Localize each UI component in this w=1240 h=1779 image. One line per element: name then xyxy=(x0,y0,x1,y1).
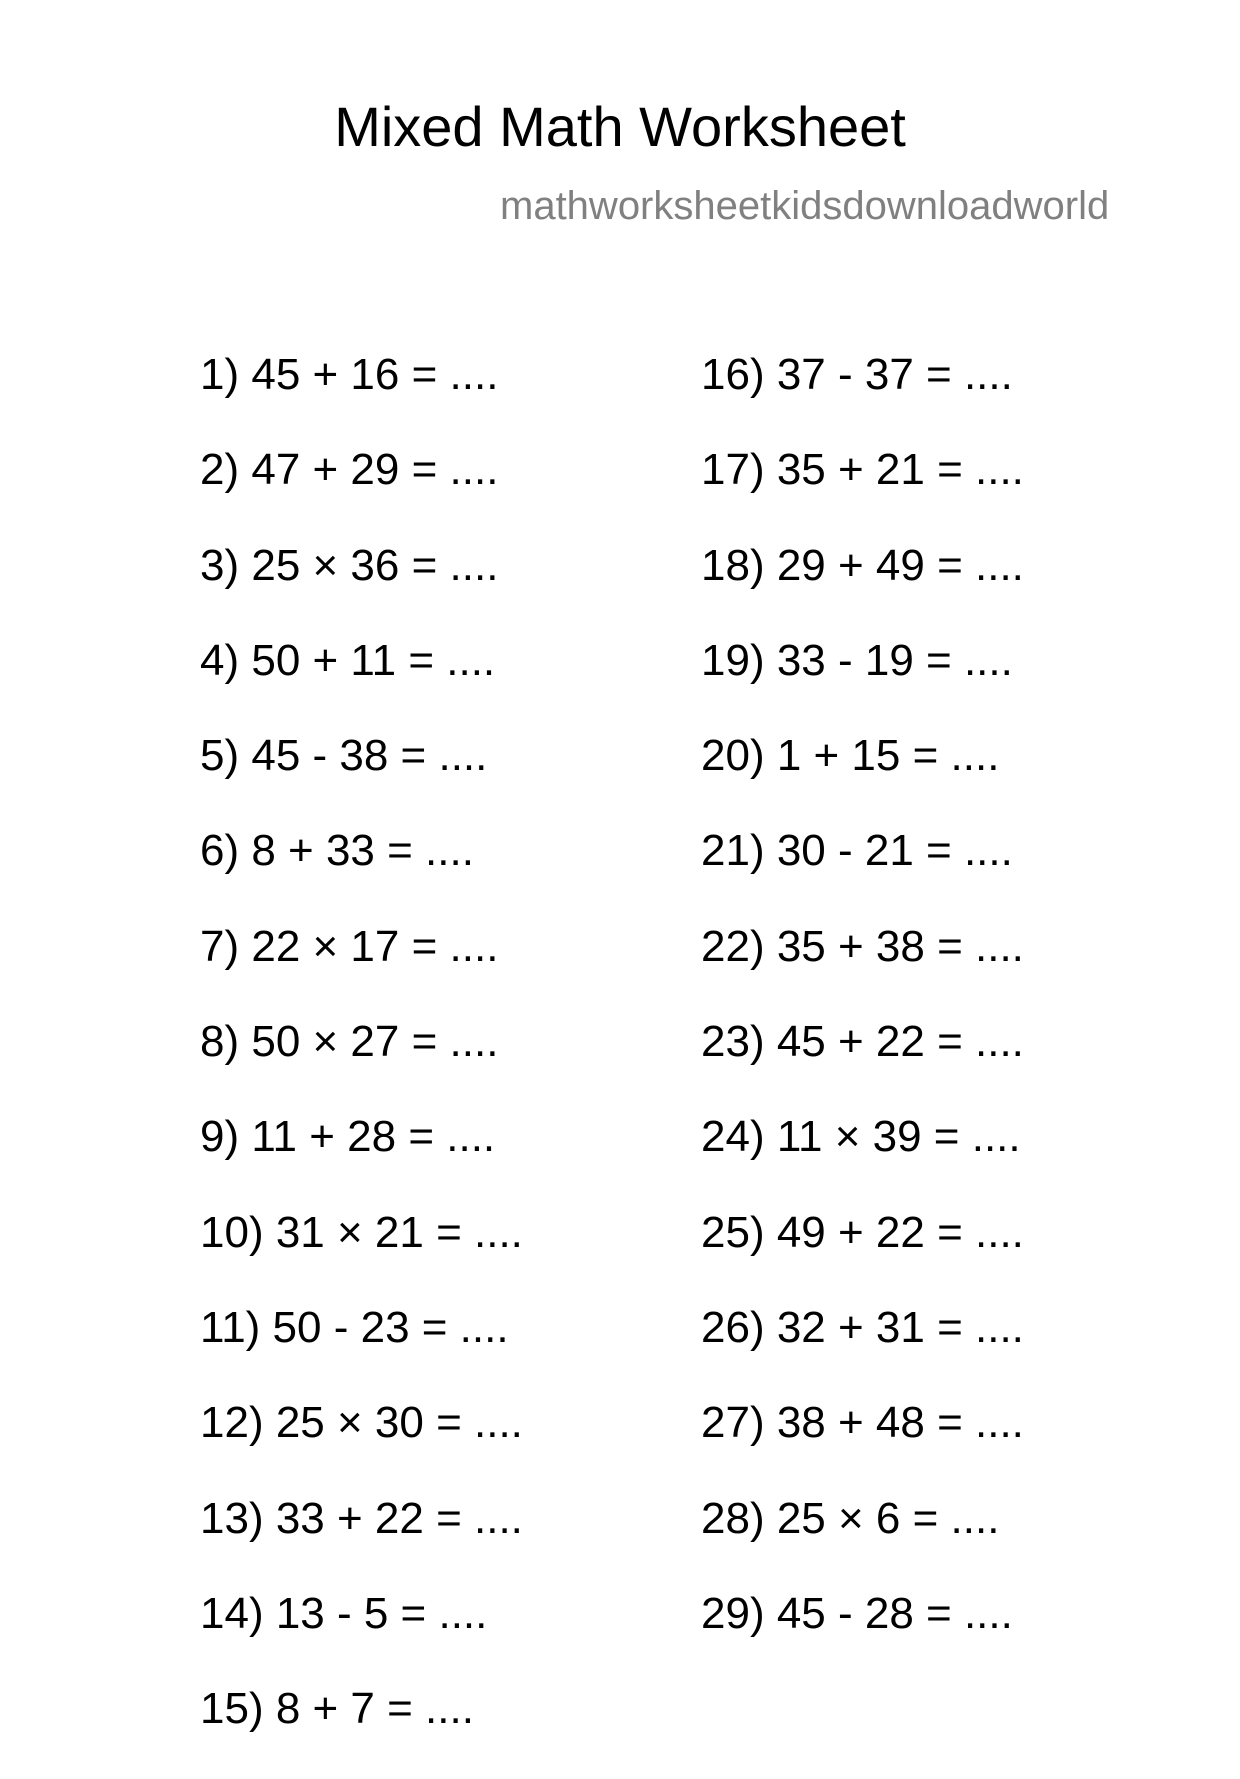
problem-item: 22) 35 + 38 = .... xyxy=(701,921,1024,971)
problem-item: 1) 45 + 16 = .... xyxy=(200,350,499,399)
problem-item: 4) 50 + 11 = .... xyxy=(200,635,496,685)
problem-item: 17) 35 + 21 = .... xyxy=(701,445,1024,495)
problem-item: 5) 45 - 38 = .... xyxy=(200,731,488,781)
worksheet-title: Mixed Math Worksheet xyxy=(334,95,906,158)
problem-item: 6) 8 + 33 = .... xyxy=(200,826,474,876)
problem-item: 16) 37 - 37 = .... xyxy=(701,350,1013,399)
problem-item: 27) 38 + 48 = .... xyxy=(701,1398,1024,1448)
problem-item: 28) 25 × 6 = .... xyxy=(701,1493,1000,1543)
problem-item: 18) 29 + 49 = .... xyxy=(701,540,1024,590)
problem-item: 11) 50 - 23 = .... xyxy=(200,1302,509,1352)
problem-item: 14) 13 - 5 = .... xyxy=(200,1588,488,1638)
problem-list-right xyxy=(701,350,1024,1684)
problem-item: 7) 22 × 17 = .... xyxy=(200,921,499,971)
problem-item: 3) 25 × 36 = .... xyxy=(200,540,499,590)
problem-item: 29) 45 - 28 = .... xyxy=(701,1588,1013,1638)
problem-item: 10) 31 × 21 = .... xyxy=(200,1207,523,1257)
problem-item: 25) 49 + 22 = .... xyxy=(701,1207,1024,1257)
problem-item: 9) 11 + 28 = .... xyxy=(200,1112,496,1162)
problem-item: 12) 25 × 30 = .... xyxy=(200,1398,523,1448)
problem-item: 24) 11 × 39 = .... xyxy=(701,1112,1021,1162)
problem-item: 20) 1 + 15 = .... xyxy=(701,731,1000,781)
problem-item: 19) 33 - 19 = .... xyxy=(701,635,1013,685)
source-watermark: mathworksheetkidsdownloadworld xyxy=(500,184,1110,228)
problem-item: 13) 33 + 22 = .... xyxy=(200,1493,523,1543)
problem-item: 21) 30 - 21 = .... xyxy=(701,826,1013,876)
problem-list-left xyxy=(200,350,523,1779)
problem-item: 26) 32 + 31 = .... xyxy=(701,1302,1024,1352)
problem-item: 8) 50 × 27 = .... xyxy=(200,1017,499,1067)
problem-item: 23) 45 + 22 = .... xyxy=(701,1017,1024,1067)
problem-item: 2) 47 + 29 = .... xyxy=(200,445,499,495)
problem-item: 15) 8 + 7 = .... xyxy=(200,1684,474,1734)
